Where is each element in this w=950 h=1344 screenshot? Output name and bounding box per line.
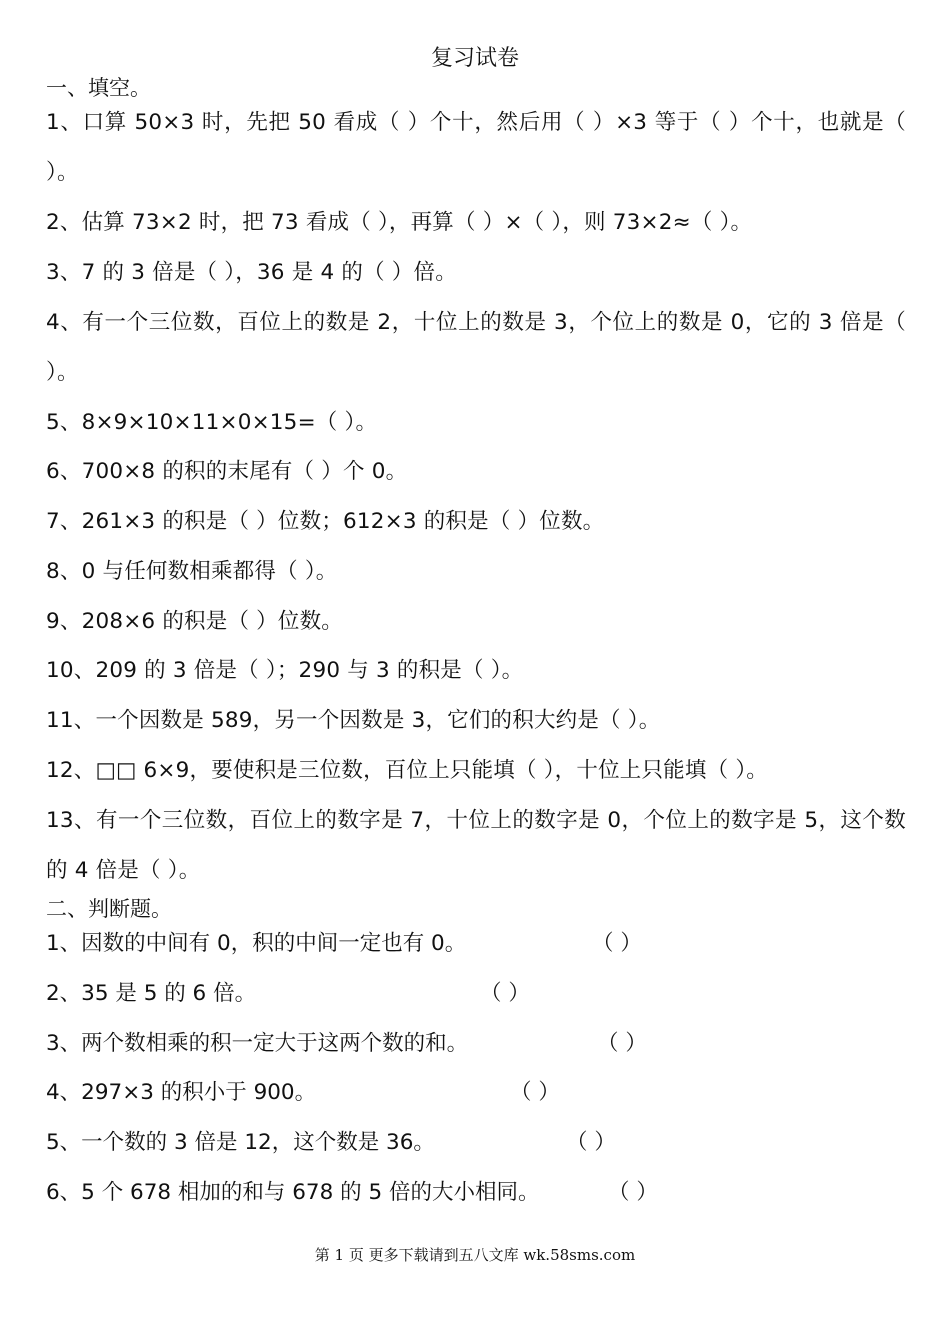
- judgement-6-answer-blank: （ ）: [608, 1180, 658, 1205]
- judgement-5-answer-blank: （ ）: [566, 1130, 616, 1155]
- question-10: 10、209 的 3 倍是（ ）；290 与 3 的积是（ ）。: [46, 658, 524, 683]
- question-7: 7、261×3 的积是（ ）位数；612×3 的积是（ ）位数。: [46, 509, 605, 534]
- judgement-2-answer-blank: （ ）: [480, 981, 530, 1006]
- judgement-1: 1、因数的中间有 0，积的中间一定也有 0。: [46, 931, 467, 956]
- judgement-4: 4、297×3 的积小于 900。: [46, 1080, 317, 1105]
- question-12: 12、□□ 6×9，要使积是三位数，百位上只能填（ ），十位上只能填（ ）。: [46, 758, 768, 783]
- judgement-3: 3、两个数相乘的积一定大于这两个数的和。: [46, 1031, 469, 1056]
- judgement-4-answer-blank: （ ）: [510, 1080, 560, 1105]
- question-3: 3、7 的 3 倍是（ ），36 是 4 的（ ）倍。: [46, 260, 457, 285]
- page-footer: 第 1 页 更多下载请到五八文库 wk.58sms.com: [314, 1246, 636, 1264]
- judgement-6: 6、5 个 678 相加的和与 678 的 5 倍的大小相同。: [46, 1180, 540, 1205]
- judgement-3-answer-blank: （ ）: [597, 1031, 647, 1056]
- question-11: 11、一个因数是 589，另一个因数是 3，它们的积大约是（ ）。: [46, 708, 661, 733]
- section-heading-fill-in: 一、填空。: [46, 76, 151, 100]
- question-6: 6、700×8 的积的末尾有（ ）个 0。: [46, 459, 408, 484]
- judgement-5: 5、一个数的 3 倍是 12，这个数是 36。: [46, 1130, 435, 1155]
- section-heading-judgement: 二、判断题。: [46, 897, 172, 921]
- question-8: 8、0 与任何数相乘都得（ ）。: [46, 559, 338, 584]
- page-title: 复习试卷: [430, 46, 519, 71]
- question-4: 4、有一个三位数，百位上的数是 2，十位上的数是 3，个位上的数是 0，它的 3 倍是（ ）。: [46, 310, 906, 385]
- question-2: 2、估算 73×2 时，把 73 看成（ ），再算（ ）×（ ），则 73×2≈（ ）。: [46, 210, 753, 235]
- question-5: 5、8×9×10×11×0×15=（ ）。: [46, 410, 378, 435]
- question-13: 13、有一个三位数，百位上的数字是 7，十位上的数字是 0，个位上的数字是 5，这个数的 4 倍是（ ）。: [46, 808, 906, 883]
- judgement-1-answer-blank: （ ）: [592, 931, 642, 956]
- judgement-2: 2、35 是 5 的 6 倍。: [46, 981, 257, 1006]
- question-9: 9、208×6 的积是（ ）位数。: [46, 609, 343, 634]
- question-1: 1、口算 50×3 时，先把 50 看成（ ）个十，然后用（ ）×3 等于（ ）个十，也就是（ ）。: [46, 110, 906, 185]
